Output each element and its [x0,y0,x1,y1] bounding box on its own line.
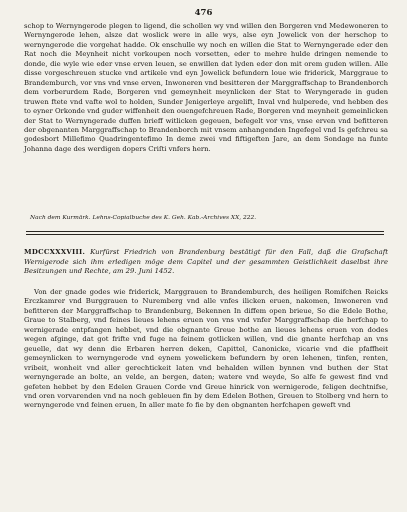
document-body-paragraph-1: schop to Wernyngerode plegen to ligend, die schollen wy vnd willen den Borgeren vnd Medewoneren to Wernyngerode lehen, alsze dat woslick were in alle wys, alse eyn Jowelick von der herschop to wernyngerode die vorgehat hadde. Ok enschulle wy noch en willen die Stat to Wernyngerade eder den Rat noch die Meynheit nicht vorkoupen noch vorsetten, eder to mehre hulde dringen nemende to donde, die wyle wie eder vnse erven leuen, se enwillen dat lyden eder don mit orem guden willen. Alle disse vorgeschreuen stucke vnd artikele vnd eyn Jowelick befundern loue wie friderick, Marggraue to Brandemburch, vor vns vnd vnse erven, Inwoneren vnd besitteren der Marggraffschap to Brandenborch dem vorberurdem Rade, Borgeren vnd gemeynheit meynlicken der Stat to Weryngerade in guden truwen ftete vnd vafte wol to holden, Sunder Jenigerleye argelift, Inval vnd hulperede, vnd hebben des to eyner Orkonde vnd guder wiffenheit den ouengefchreuen Rade, Borgeren vnd meynheit gemeinlicken der Stat to Wernyngerade duffen brieff witlicken gegeuen, befegelt vor vns, vnse erven vnd befitteren der obgenanten Marggraffschap to Brandenborch mit vnsem anhangenden Ingefegel vnd Is gefchreu sa godesbort Millefimo Quadringentefimo In deme zwei vnd fiftigeften Jare, an dem Sondage na funte Johanna dage des werdigen dopers Criſti vnfers hern. [24,22,388,153]
section-divider-top [26,231,384,232]
page-number: 476 [194,8,213,18]
section-divider-bottom [26,234,384,235]
source-citation: Nach dem Kurmärk. Lehns-Copialbuche des K. Geh. Kab.-Archives XX, 222. [30,215,257,221]
document-heading [24,248,388,277]
document-number: MDCCXXXVIII. [24,248,86,256]
document-summary: Kurfürst Friedrich von Brandenburg bestätigt für den Fall, daß die Grafschaft Wernigerode sich ihm erledigen möge dem Capitel und der gesammten Geistlichkeit daselbst ihre Besitzungen und Rechte, am 29. Juni 1452. [24,248,388,276]
document-body-paragraph-2: Von der gnade godes wie friderick, Marggrauen to Brandemburch, des heiligen Romifchen Reicks Erczkamrer vnd Burggrauen to Nuremberg vnd alle vnfes ilicken eruen, nakomen, Inwoneren vnd befitteren der Marggraffschap to Brandenburg, Bekennen In diffem open brieue, So die Edele Bothe, Graue to Stalberg, vnd feines lieues lehens eruen von vns vnd vnfer Marggraffschap die herfchap to wernigerade entpfangen hebbet, vnd die obgnante Greue bothe an lieues lehens eruen von dodes wegen afginge, dat got frifte vnd fuge na feinem gotlicken willen, vnd die gnante herfchap an vns geuelle, dat wy denn die Erbaren herren deken, Capittel, Canonicke, vicarie vnd die pfaffheit gemeynlicken to wernyngerode vnd eynem yowelickem befundern by oren lehenen, tinfen, renten, vribeit, wonheit vnd aller gerechtickeit laten vnd behalden willen bynnen vnd buthen der Stat wernyngerade an bolte, an velde, an bergen, daten; watere vnd weyde, So alfe fe gewest find vnd gefeten hebbet by den Edelen Grauen Corde vnd Greue hinrick von wernigerode, feligen dechtnifse, vnd oren vorvarenden vnd na noch gebleuen fin by dem Edelen Bothen, Greuen to Stolberg vnd hern to wernyngerode vnd feinen eruen, In aller mate fo fie by den obgnanten herfchapen geweft vnd [24,288,388,410]
